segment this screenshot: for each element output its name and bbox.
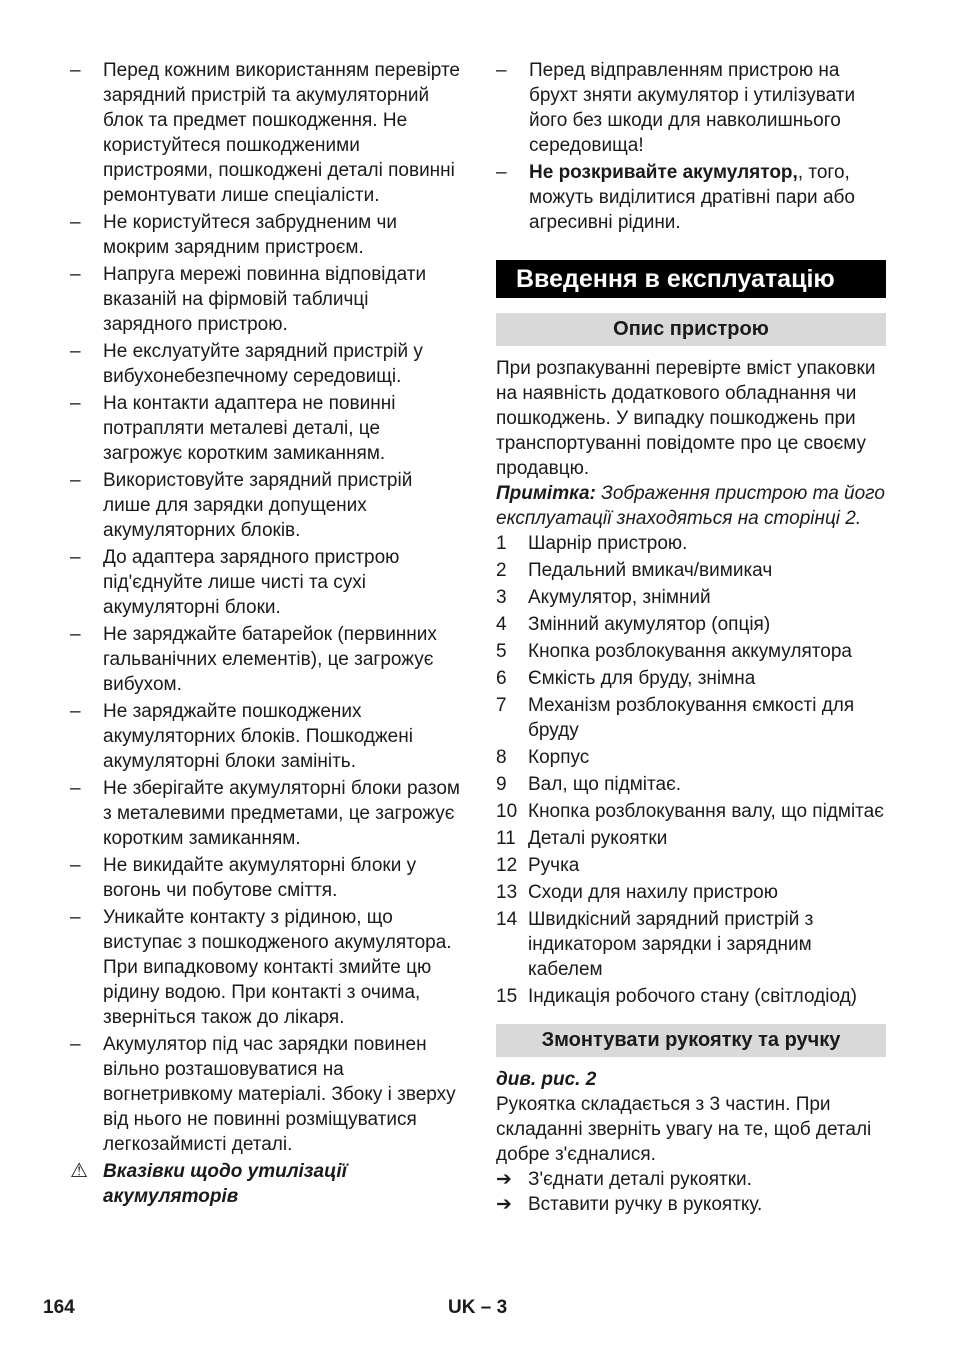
list-item: – Перед кожним використанням перевірте зарядний пристрій та акумуляторний блок та предмет пошкодження. Не користуйтеся пошкодженими пристроями, пошкоджені деталі повинні ремонтувати лише спеціалісти. <box>70 60 461 206</box>
dash-bullet: – <box>70 212 81 233</box>
part-number: 13 <box>496 882 518 903</box>
part-label: Індикація робочого стану (світлодіод) <box>528 986 858 1007</box>
dash-bullet: – <box>70 1034 81 1055</box>
dash-bullet: – <box>70 778 81 799</box>
part-item <box>496 612 886 637</box>
arrow-right-icon: ➔ <box>496 1169 512 1190</box>
dash-bullet: – <box>70 264 81 285</box>
part-number: 14 <box>496 909 518 930</box>
part-number: 7 <box>496 695 507 716</box>
part-item <box>496 531 886 556</box>
part-item <box>496 907 886 982</box>
dash-bullet: – <box>496 162 507 183</box>
part-item <box>496 666 886 691</box>
dash-bullet: – <box>70 393 81 414</box>
dash-bullet: – <box>70 547 81 568</box>
step-label: З'єднати деталі рукоятки. <box>528 1169 752 1190</box>
part-number: 1 <box>496 533 507 554</box>
disposal-warning-heading: Вказівки щодо утилізації акумуляторів <box>103 1161 347 1207</box>
part-item <box>496 984 886 1009</box>
list-item: – Акумулятор під час зарядки повинен вільно розташовуватися на вогнетривкому матеріалі. Збоку і зверху від нього не повинні розміщуватися легкозаймисті деталі. <box>70 1034 456 1155</box>
part-label: Ручка <box>528 855 580 876</box>
list-item: – Не викидайте акумуляторні блоки у вогонь чи побутове сміття. <box>70 855 417 901</box>
part-number: 6 <box>496 668 507 689</box>
part-item <box>496 826 886 851</box>
part-label: Деталі рукоятки <box>528 828 668 849</box>
subsection-title: Змонтувати рукоятку та ручку <box>496 1024 886 1057</box>
list-item: – Використовуйте зарядний пристрій лише для зарядки допущених акумуляторних блоків. <box>70 470 413 541</box>
part-label: Акумулятор, знімний <box>528 587 711 608</box>
part-label: Корпус <box>528 747 590 768</box>
arrow-right-icon: ➔ <box>496 1194 512 1215</box>
page-number: 164 <box>43 1297 75 1318</box>
part-number: 12 <box>496 855 518 876</box>
subsection-title: Опис пристрою <box>496 313 886 346</box>
part-label: Кнопка розблокування валу, що підмітає <box>528 801 884 822</box>
part-label: Шарнір пристрою. <box>528 533 688 554</box>
list-item: – Не заряджайте пошкоджених акумуляторних блоків. Пошкоджені акумуляторні блоки замініть. <box>70 701 413 772</box>
dash-bullet: – <box>70 60 81 81</box>
part-number: 10 <box>496 801 518 822</box>
section-title: Введення в експлуатацію <box>496 260 886 298</box>
list-item: – Не заряджайте батарейок (первинних гальванічних елементів), це загрожує вибухом. <box>70 624 437 695</box>
dash-bullet: – <box>70 624 81 645</box>
dash-bullet: – <box>496 60 507 81</box>
part-number: 4 <box>496 614 507 635</box>
list-item: – Не екслуатуйте зарядний пристрій у вибухонебезпечному середовищі. <box>70 341 423 387</box>
part-label: Кнопка розблокування аккумулятора <box>528 641 852 662</box>
safety-list <box>70 58 460 1157</box>
part-item <box>496 558 886 583</box>
part-label: Ємкість для бруду, знімна <box>528 668 756 689</box>
part-item <box>496 772 886 797</box>
list-item: – На контакти адаптера не повинні потрапляти металеві деталі, це загрожує коротким замиканням. <box>70 393 396 464</box>
part-label: Сходи для нахилу пристрою <box>528 882 778 903</box>
dash-bullet: – <box>70 341 81 362</box>
right-column <box>496 58 886 1217</box>
list-item: – Не користуйтеся забрудненим чи мокрим зарядним пристроєм. <box>70 212 397 258</box>
part-number: 11 <box>496 828 516 849</box>
list-item: – Не зберігайте акумуляторні блоки разом з металевими предметами, це загрожує коротким замиканням. <box>70 778 460 849</box>
part-number: 9 <box>496 774 507 795</box>
part-label: Змінний акумулятор (опція) <box>528 614 771 635</box>
part-item <box>496 585 886 610</box>
part-number: 5 <box>496 641 507 662</box>
warning-triangle-icon: ⚠ <box>70 1160 88 1182</box>
step-label: Вставити ручку в рукоятку. <box>528 1194 763 1215</box>
list-item: – Перед відправленням пристрою на брухт зняти акумулятор і утилізувати його без шкоди для навколишнього середовища! <box>496 60 856 156</box>
dash-bullet: – <box>70 907 81 928</box>
list-item: – Не розкривайте акумулятор,, того, можуть виділитися дратівні пари або агресивні рідини. <box>496 162 855 233</box>
part-item <box>496 880 886 905</box>
dash-bullet: – <box>70 855 81 876</box>
part-number: 15 <box>496 986 518 1007</box>
part-item <box>496 745 886 770</box>
part-item <box>496 693 886 743</box>
dash-bullet: – <box>70 701 81 722</box>
part-label: Механізм розблокування ємкості для бруду <box>528 695 855 741</box>
step-item <box>496 1192 886 1217</box>
intro-paragraph: При розпакуванні перевірте вміст упаковки на наявність додаткового обладнання чи пошкоджень. У випадку пошкоджень при транспортуванні повідомте про це своєму продавцю. <box>496 358 876 479</box>
assembly-paragraph: Рукоятка складається з 3 частин. При складанні зверніть увагу на те, щоб деталі добре з'єдналися. <box>496 1094 872 1165</box>
list-item: – Уникайте контакту з рідиною, що виступає з пошкодженого акумулятора. При випадковому контакті змийте цю рідину водою. При контакті з очима, зверніться також до лікаря. <box>70 907 452 1028</box>
left-column <box>70 58 460 1209</box>
part-number: 3 <box>496 587 507 608</box>
part-label: Вал, що підмітає. <box>528 774 682 795</box>
figure-reference: див. рис. 2 <box>496 1069 597 1090</box>
part-number: 2 <box>496 560 507 581</box>
page-reference: UK – 3 <box>448 1297 508 1318</box>
part-item <box>496 639 886 664</box>
part-label: Педальний вмикач/вимикач <box>528 560 773 581</box>
part-item <box>496 853 886 878</box>
note-paragraph: Примітка: Зображення пристрою та його експлуатації знаходяться на сторінці 2. <box>496 483 885 529</box>
dash-bullet: – <box>70 470 81 491</box>
parts-list <box>496 531 886 1009</box>
disposal-warning <box>70 1159 460 1209</box>
list-item: – Напруга мережі повинна відповідати вказаній на фірмовій табличці зарядного пристрою. <box>70 264 427 335</box>
steps-list <box>496 1167 886 1217</box>
part-label: Швидкісний зарядний пристрій з індикатором зарядки і зарядним кабелем <box>528 909 814 980</box>
part-item <box>496 799 886 824</box>
step-item <box>496 1167 886 1192</box>
list-item: – До адаптера зарядного пристрою під'єднуйте лише чисті та сухі акумуляторні блоки. <box>70 547 400 618</box>
part-number: 8 <box>496 747 507 768</box>
